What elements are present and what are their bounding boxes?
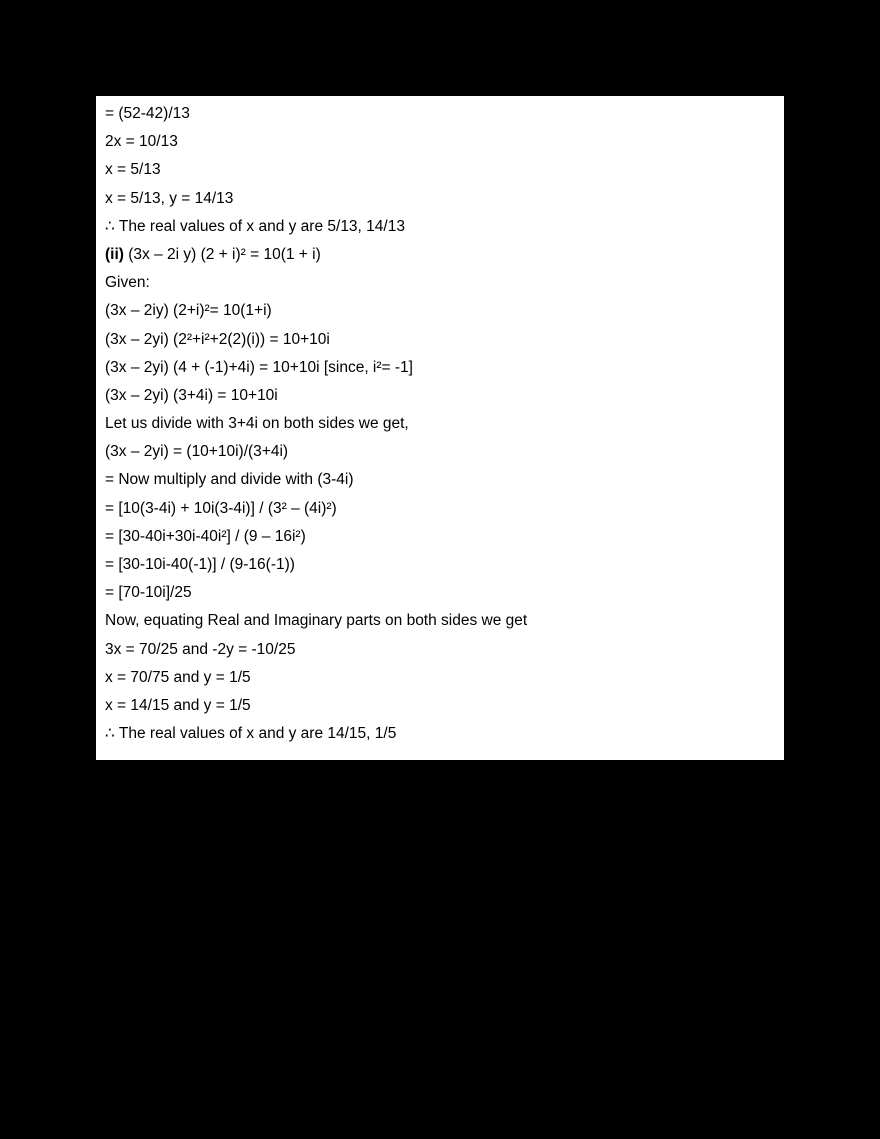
- text-line: [105, 551, 774, 579]
- text-line-bold-part: (ii): [105, 245, 124, 263]
- text-line-content: = [10(3-4i) + 10i(3-4i)] / (3² – (4i)²): [105, 499, 337, 517]
- text-line-content: (3x – 2i y) (2 + i)² = 10(1 + i): [123, 245, 321, 263]
- text-line: [105, 100, 774, 128]
- text-line: [105, 185, 774, 213]
- text-line: [105, 664, 774, 692]
- text-line-content: = (52-42)/13: [105, 105, 190, 122]
- text-line: [105, 382, 774, 410]
- text-line-content: Given:: [105, 274, 150, 292]
- text-line: [105, 636, 774, 664]
- text-line-content: x = 5/13: [105, 161, 161, 179]
- text-line-content: Let us divide with 3+4i on both sides we get,: [105, 415, 409, 433]
- text-line: [105, 523, 774, 551]
- text-line-content: = [30-40i+30i-40i²] / (9 – 16i²): [105, 527, 306, 545]
- text-line: [105, 495, 774, 523]
- text-line: [105, 607, 774, 635]
- text-line: [105, 241, 774, 269]
- text-line-content: = [70-10i]/25: [105, 584, 192, 602]
- solution-text-block: [105, 100, 774, 748]
- text-line-content: Now, equating Real and Imaginary parts on both sides we get: [105, 612, 528, 630]
- text-line-content: x = 5/13, y = 14/13: [105, 189, 234, 207]
- text-line-content: = [30-10i-40(-1)] / (9-16(-1)): [105, 556, 295, 573]
- text-line-content: (3x – 2iy) (2+i)²= 10(1+i): [105, 302, 272, 320]
- text-line: [105, 410, 774, 438]
- text-line-content: ∴ The real values of x and y are 14/15, 1/5: [105, 725, 397, 743]
- text-line-content: x = 14/15 and y = 1/5: [105, 696, 251, 714]
- text-line-content: (3x – 2yi) (3+4i) = 10+10i: [105, 386, 278, 404]
- text-line-content: 3x = 70/25 and -2y = -10/25: [105, 640, 296, 658]
- text-line-content: ∴ The real values of x and y are 5/13, 14/13: [105, 217, 405, 235]
- text-line: [105, 269, 774, 297]
- text-line: [105, 720, 774, 748]
- text-line: [105, 326, 774, 354]
- text-line: [105, 297, 774, 325]
- text-line: [105, 156, 774, 184]
- text-line-content: x = 70/75 and y = 1/5: [105, 668, 251, 686]
- text-line: [105, 128, 774, 156]
- text-line: [105, 213, 774, 241]
- text-line: [105, 438, 774, 466]
- text-line: [105, 354, 774, 382]
- text-line-content: 2x = 10/13: [105, 133, 178, 151]
- text-line-content: (3x – 2yi) (4 + (-1)+4i) = 10+10i [since, i²= -1]: [105, 358, 413, 376]
- document-page: [96, 96, 784, 760]
- text-line: [105, 466, 774, 494]
- text-line-content: = Now multiply and divide with (3-4i): [105, 471, 354, 489]
- text-line-content: (3x – 2yi) = (10+10i)/(3+4i): [105, 443, 289, 461]
- text-line-content: (3x – 2yi) (2²+i²+2(2)(i)) = 10+10i: [105, 330, 330, 348]
- text-line: [105, 692, 774, 720]
- text-line: [105, 579, 774, 607]
